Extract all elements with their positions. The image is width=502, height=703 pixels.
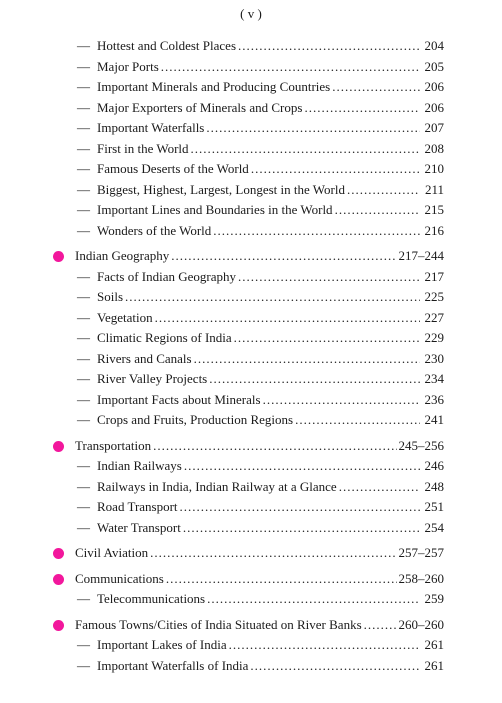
dot-leader [183,518,420,539]
entry-title: Famous Deserts of the World [97,161,249,176]
dash-marker-icon: — [77,38,90,53]
entry-page-number: 227 [424,309,444,325]
dot-leader [347,180,420,201]
dot-leader [171,246,396,267]
entry-title: Soils [97,289,124,304]
bullet-dot-icon [53,620,64,631]
entry-page-number: 230 [424,350,444,366]
entry-title: Water Transport [97,519,181,535]
toc-subentry [52,456,444,477]
toc-subentry [52,139,444,160]
dash-marker-icon: — [77,519,90,535]
entry-title: Railways in India, Indian Railway at a Glance [97,478,337,494]
entry-page-number: 234 [424,371,444,386]
entry-title: Major Ports [97,58,159,74]
entry-title: Important Facts about Minerals [97,391,261,407]
entry-title: Important Lines and Boundaries in the World [97,202,333,217]
entry-page-number: 225 [424,289,444,304]
toc-subentry [52,221,444,242]
entry-title: Indian Railways [97,458,182,473]
entry-title: Facts of Indian Geography [97,268,236,284]
entry-title: Communications [75,570,164,586]
dash-marker-icon: — [77,499,90,514]
entry-page-number: 205 [424,58,444,74]
toc-subentry [52,349,444,370]
entry-page-number: 248 [424,478,444,494]
entry-title: Crops and Fruits, Production Regions [97,412,294,427]
dash-marker-icon: — [77,657,90,673]
dot-leader [332,77,420,98]
entry-page-number: 208 [424,140,444,156]
dot-leader [153,436,396,457]
dash-marker-icon: — [77,181,90,197]
dot-leader [238,267,420,288]
dot-leader [335,200,420,221]
dash-marker-icon: — [77,350,90,366]
toc-subentry [52,118,444,139]
dot-leader [229,635,420,656]
dash-marker-icon: — [77,391,90,407]
entry-title: Vegetation [97,309,153,325]
toc-subentry [52,98,444,119]
toc-subentry [52,390,444,411]
toc-subentry [52,308,444,329]
entry-title: Important Waterfalls [97,120,205,135]
toc-subentry [52,589,444,610]
dot-leader [209,369,420,390]
entry-title: Major Exporters of Minerals and Crops [97,99,303,115]
entry-page-number: 261 [424,657,444,673]
toc-section-entry [52,246,444,267]
toc-subentry [52,267,444,288]
dot-leader [263,390,420,411]
entry-page-number: 206 [424,79,444,94]
entry-title: Important Lakes of India [97,637,227,652]
entry-page-number: 210 [424,161,444,176]
entry-page-number: 261 [424,637,444,652]
dash-marker-icon: — [77,371,90,386]
toc-subentry [52,369,444,390]
entry-page-number: 215 [424,202,444,217]
entry-page-number: 207 [424,120,444,135]
dot-leader [150,543,396,564]
toc-subentry [52,159,444,180]
dot-leader [155,308,420,329]
dash-marker-icon: — [77,222,90,238]
dot-leader [161,57,420,78]
entry-page-number: 204 [424,38,444,53]
dash-marker-icon: — [77,591,90,606]
entry-title: Climatic Regions of India [97,330,232,345]
dot-leader [206,118,420,139]
toc-subentry [52,57,444,78]
entry-page-number: 206 [424,99,444,115]
bullet-dot-icon [53,548,64,559]
dot-leader [125,287,420,308]
dash-marker-icon: — [77,140,90,156]
dot-leader [213,221,420,242]
entry-title: Transportation [75,437,152,453]
dot-leader [184,456,420,477]
toc-section-entry [52,436,444,457]
toc-subentry [52,410,444,431]
dot-leader [180,497,420,518]
dot-leader [234,328,420,349]
bullet-dot-icon [53,251,64,262]
toc-subentry [52,656,444,677]
bullet-dot-icon [53,441,64,452]
entry-page-number: 211 [424,181,444,197]
entry-page-number: 257–257 [398,545,444,560]
dash-marker-icon: — [77,79,90,94]
entry-page-number: 245–256 [398,437,444,453]
entry-page-number: 216 [424,222,444,238]
toc-subentry [52,518,444,539]
toc-subentry [52,77,444,98]
dot-leader [194,349,420,370]
bullet-dot-icon [53,574,64,585]
toc-section-entry [52,615,444,636]
dash-marker-icon: — [77,120,90,135]
dot-leader [250,656,420,677]
dash-marker-icon: — [77,161,90,176]
entry-page-number: 217–244 [398,248,444,263]
dash-marker-icon: — [77,99,90,115]
entry-page-number: 241 [424,412,444,427]
dot-leader [251,159,420,180]
dot-leader [166,569,397,590]
toc-subentry [52,635,444,656]
dot-leader [339,477,420,498]
entry-page-number: 246 [424,458,444,473]
toc-subentry [52,36,444,57]
dash-marker-icon: — [77,458,90,473]
dot-leader [304,98,420,119]
entry-title: Wonders of the World [97,222,212,238]
entry-title: Indian Geography [75,248,170,263]
dash-marker-icon: — [77,58,90,74]
page-number: ( v ) [240,6,262,21]
entry-page-number: 258–260 [398,570,444,586]
toc-section-entry [52,569,444,590]
entry-title: Famous Towns/Cities of India Situated on River Banks [75,616,362,632]
dot-leader [207,589,420,610]
toc-subentry [52,477,444,498]
entry-page-number: 259 [424,591,444,606]
entry-page-number: 217 [424,268,444,284]
dash-marker-icon: — [77,309,90,325]
dash-marker-icon: — [77,412,90,427]
entry-page-number: 229 [424,330,444,345]
entry-title: Important Minerals and Producing Countries [97,79,331,94]
toc-subentry [52,497,444,518]
entry-page-number: 236 [424,391,444,407]
dash-marker-icon: — [77,637,90,652]
dash-marker-icon: — [77,478,90,494]
dot-leader [238,36,420,57]
toc-subentry [52,328,444,349]
table-of-contents [52,36,444,676]
entry-title: Road Transport [97,499,178,514]
dot-leader [295,410,420,431]
entry-page-number: 254 [424,519,444,535]
entry-title: Rivers and Canals [97,350,192,366]
entry-title: Biggest, Highest, Largest, Longest in the World [97,181,345,197]
toc-subentry [52,180,444,201]
entry-title: First in the World [97,140,189,156]
toc-subentry [52,287,444,308]
toc-section-entry [52,543,444,564]
entry-title: Telecommunications [97,591,206,606]
dash-marker-icon: — [77,202,90,217]
entry-title: Civil Aviation [75,545,149,560]
entry-page-number: 260–260 [398,616,444,632]
entry-title: Important Waterfalls of India [97,657,249,673]
entry-page-number: 251 [424,499,444,514]
dot-leader [364,615,397,636]
dash-marker-icon: — [77,330,90,345]
dash-marker-icon: — [77,289,90,304]
entry-title: Hottest and Coldest Places [97,38,237,53]
dot-leader [191,139,420,160]
toc-subentry [52,200,444,221]
entry-title: River Valley Projects [97,371,208,386]
dash-marker-icon: — [77,268,90,284]
